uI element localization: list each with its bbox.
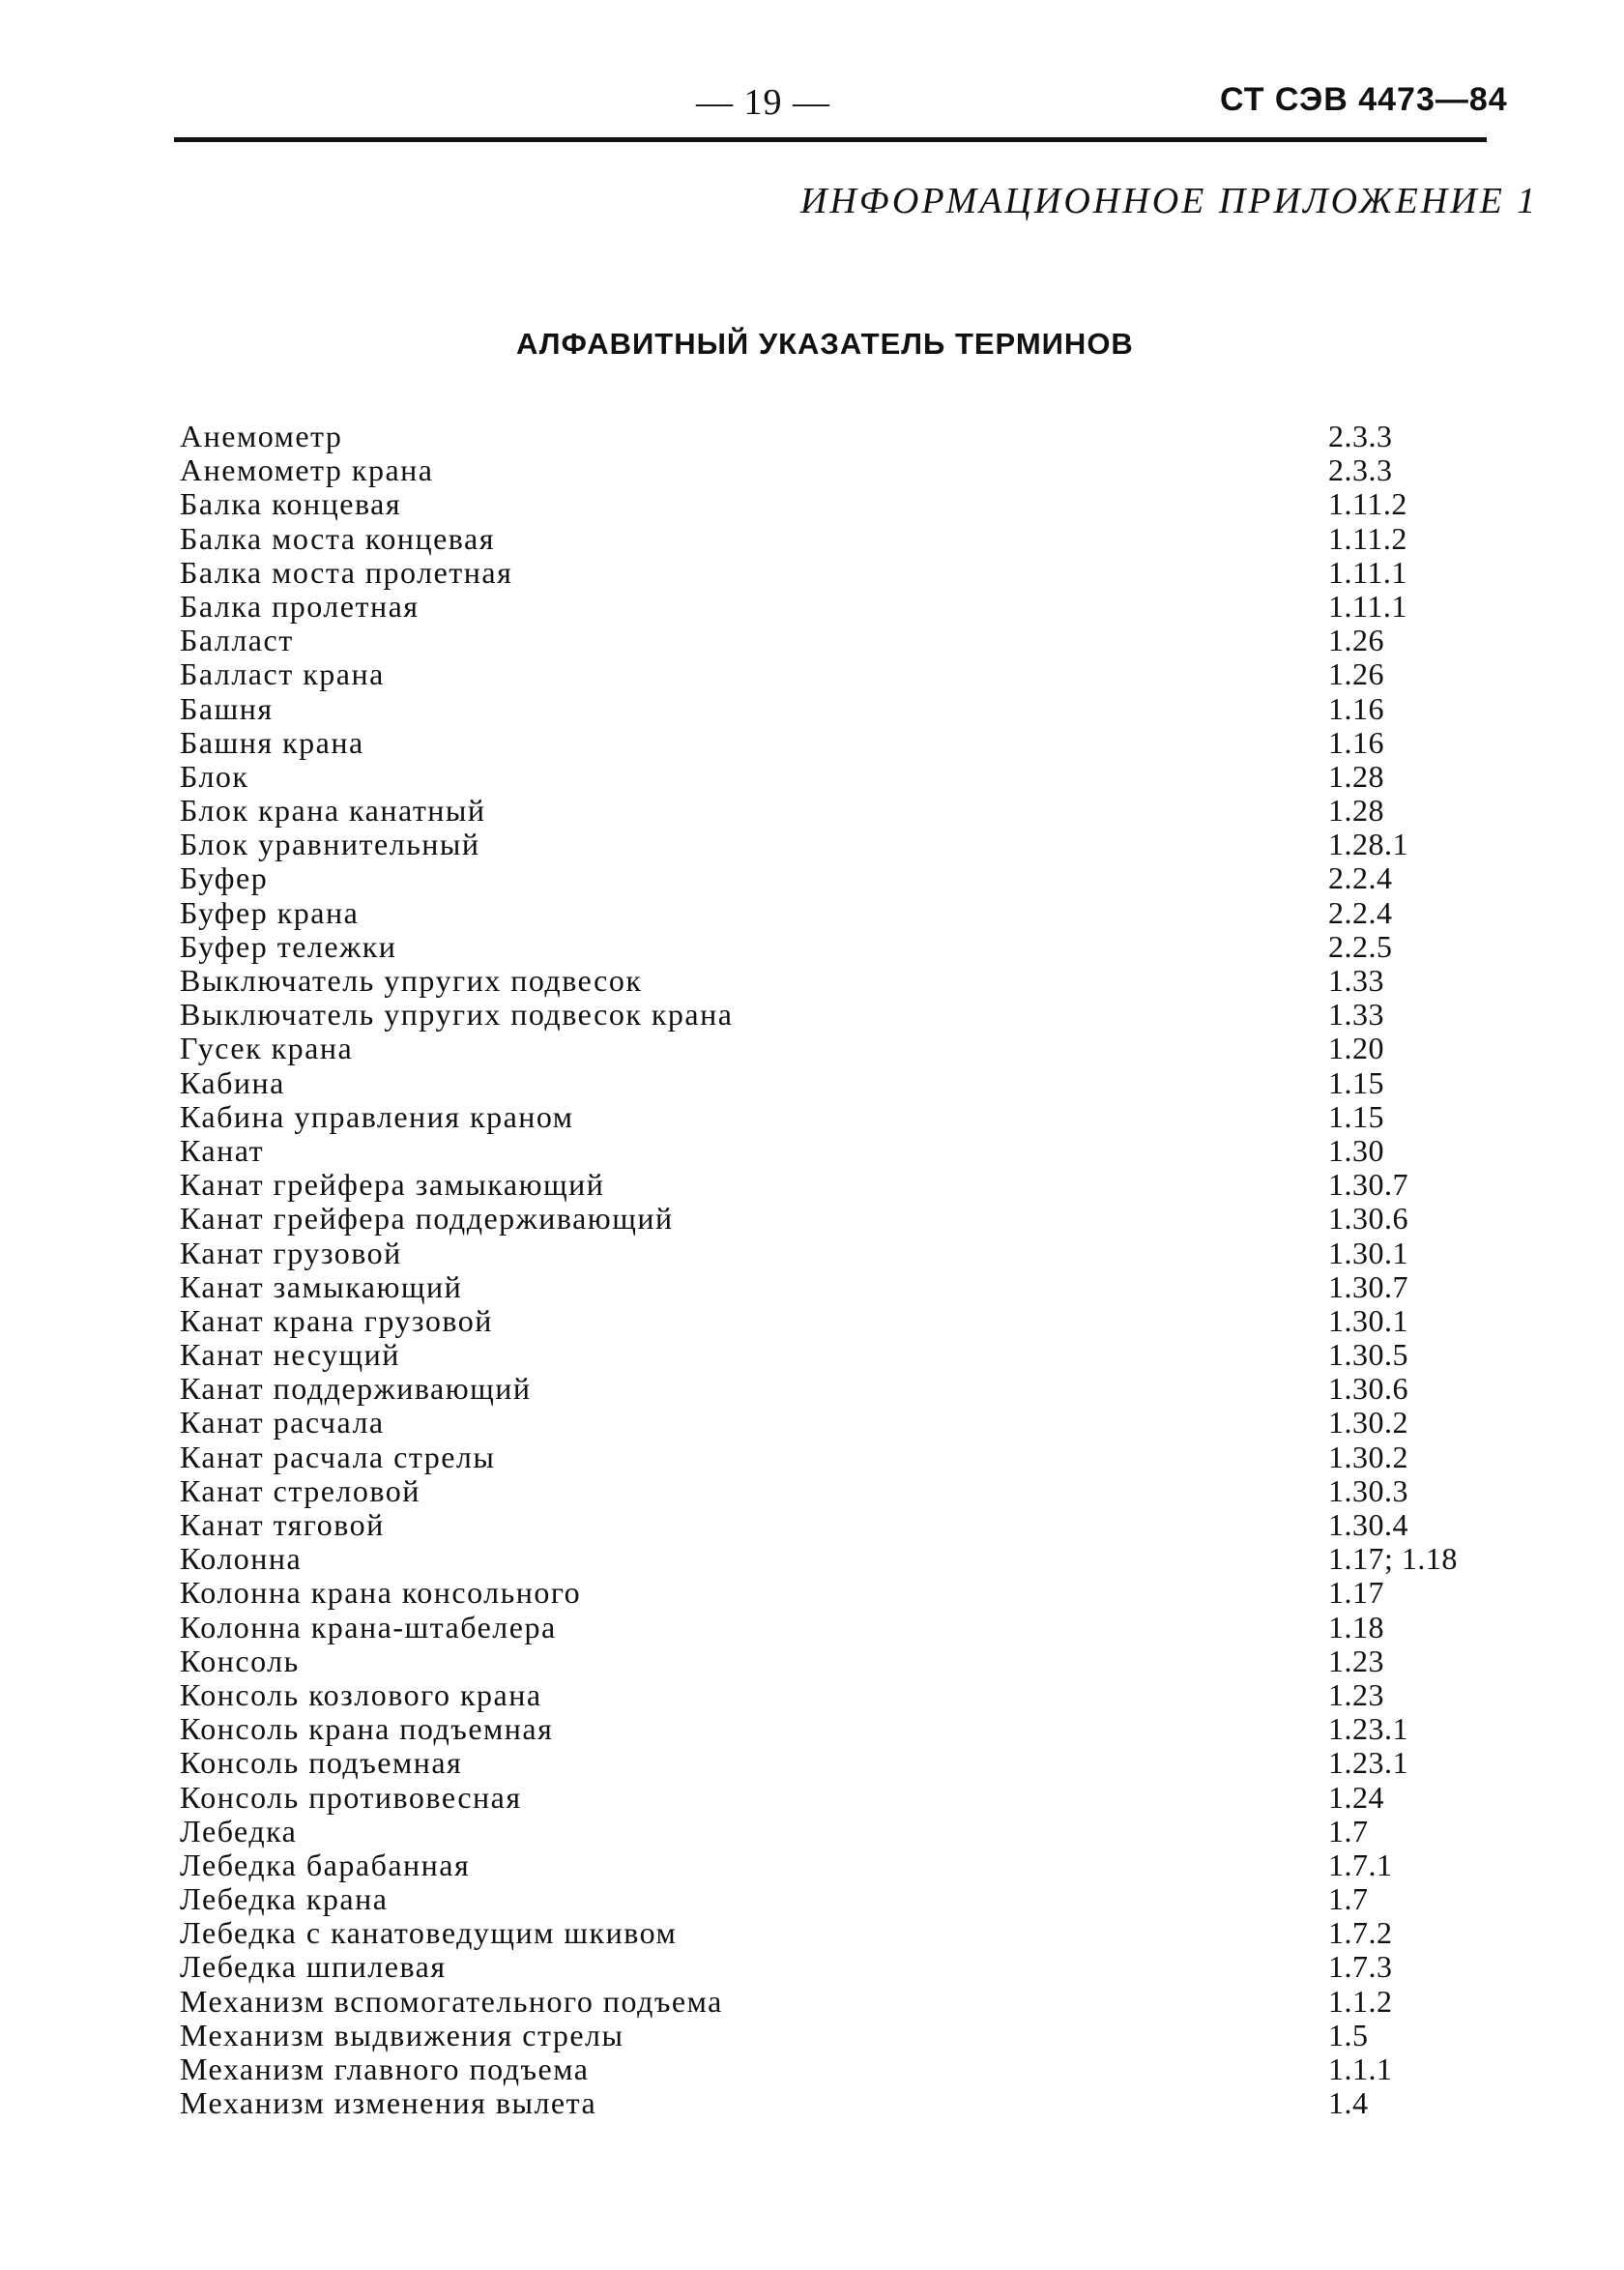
term-row — [180, 896, 1523, 930]
term-reference: 1.26 — [1328, 623, 1384, 658]
term-row — [180, 1815, 1523, 1848]
term-row — [180, 420, 1523, 453]
term-name: Канат замыкающий — [180, 1268, 463, 1304]
term-name: Кабина — [180, 1064, 285, 1100]
term-reference: 1.23.1 — [1328, 1745, 1408, 1781]
term-row — [180, 1441, 1523, 1474]
term-name: Колонна крана-штабелера — [180, 1609, 557, 1644]
term-reference: 1.30.2 — [1328, 1439, 1408, 1474]
term-name: Канат — [180, 1132, 265, 1168]
term-row — [180, 794, 1523, 828]
term-row — [180, 998, 1523, 1032]
term-row — [180, 1678, 1523, 1712]
term-reference: 1.18 — [1328, 1609, 1384, 1644]
term-row — [180, 624, 1523, 657]
term-row — [180, 487, 1523, 521]
term-row — [180, 1134, 1523, 1168]
term-name: Канат крана грузовой — [180, 1302, 493, 1338]
term-row — [180, 828, 1523, 861]
term-row — [180, 964, 1523, 998]
term-reference: 1.28 — [1328, 758, 1384, 794]
term-row — [180, 930, 1523, 964]
term-reference: 1.23 — [1328, 1676, 1384, 1712]
term-name: Колонна крана консольного — [180, 1575, 582, 1611]
term-row — [180, 1848, 1523, 1882]
term-row — [180, 1100, 1523, 1134]
term-name: Гусек крана — [180, 1031, 354, 1066]
term-row — [180, 2019, 1523, 2052]
term-name: Канат грузовой — [180, 1235, 402, 1270]
term-name: Балласт — [180, 623, 294, 658]
term-reference: 1.11.1 — [1328, 588, 1407, 624]
term-name: Консоль подъемная — [180, 1745, 463, 1781]
term-reference: 2.2.4 — [1328, 894, 1393, 930]
term-reference: 1.16 — [1328, 690, 1384, 726]
term-name: Колонна — [180, 1541, 303, 1577]
term-name: Механизм выдвижения стрелы — [180, 2017, 624, 2052]
term-reference: 2.3.3 — [1328, 419, 1393, 453]
term-name: Выключатель упругих подвесок — [180, 963, 643, 998]
term-row — [180, 657, 1523, 691]
term-reference: 1.1.2 — [1328, 1983, 1393, 2019]
term-reference: 1.28.1 — [1328, 827, 1408, 862]
term-name: Механизм главного подъема — [180, 2052, 590, 2086]
term-reference: 1.1.1 — [1328, 2052, 1393, 2086]
document-code: СТ СЭВ 4473—84 — [1220, 81, 1508, 118]
term-reference: 1.7 — [1328, 1881, 1369, 1917]
term-name: Анемометр крана — [180, 452, 434, 488]
term-name: Механизм вспомогательного подъема — [180, 1983, 723, 2019]
term-row — [180, 1270, 1523, 1304]
term-reference: 1.15 — [1328, 1064, 1384, 1100]
term-row — [180, 726, 1523, 760]
term-name: Канат грейфера замыкающий — [180, 1167, 605, 1203]
term-row — [180, 1066, 1523, 1100]
term-row — [180, 1168, 1523, 1202]
term-name: Блок крана канатный — [180, 793, 486, 829]
term-reference: 1.11.1 — [1328, 554, 1407, 590]
term-name: Балка моста пролетная — [180, 554, 513, 590]
term-reference: 1.23 — [1328, 1643, 1384, 1678]
term-row — [180, 861, 1523, 895]
term-reference: 1.30.6 — [1328, 1371, 1408, 1407]
term-reference: 1.24 — [1328, 1779, 1384, 1815]
term-row — [180, 1304, 1523, 1338]
term-reference: 1.30.1 — [1328, 1235, 1408, 1270]
term-name: Канат расчала — [180, 1405, 385, 1441]
term-reference: 1.33 — [1328, 963, 1384, 998]
term-reference: 1.15 — [1328, 1098, 1384, 1134]
term-row — [180, 1916, 1523, 1950]
term-name: Канат тяговой — [180, 1507, 385, 1542]
term-reference: 2.2.5 — [1328, 928, 1393, 964]
term-name: Кабина управления краном — [180, 1098, 574, 1134]
term-reference: 1.30.2 — [1328, 1405, 1408, 1441]
appendix-label: ИНФОРМАЦИОННОЕ ПРИЛОЖЕНИЕ 1 — [800, 181, 1539, 221]
term-reference: 1.30 — [1328, 1132, 1384, 1168]
term-name: Балка концевая — [180, 486, 402, 522]
term-row — [180, 1985, 1523, 2019]
term-reference: 1.17 — [1328, 1575, 1384, 1611]
term-name: Буфер тележки — [180, 928, 397, 964]
term-reference: 1.5 — [1328, 2017, 1369, 2052]
term-reference: 1.16 — [1328, 724, 1384, 760]
term-row — [180, 1781, 1523, 1815]
term-name: Лебедка с канатоведущим шкивом — [180, 1915, 678, 1951]
term-name: Канат стреловой — [180, 1472, 420, 1508]
term-row — [180, 556, 1523, 590]
term-row — [180, 1882, 1523, 1916]
term-row — [180, 1508, 1523, 1542]
term-reference: 1.11.2 — [1328, 520, 1407, 556]
term-reference: 1.7.1 — [1328, 1847, 1393, 1882]
term-row — [180, 1338, 1523, 1372]
term-index-list — [180, 420, 1523, 2120]
term-row — [180, 453, 1523, 487]
term-reference: 1.30.7 — [1328, 1268, 1408, 1304]
term-reference: 1.30.7 — [1328, 1167, 1408, 1203]
term-reference: 1.30.5 — [1328, 1337, 1408, 1373]
term-row — [180, 1474, 1523, 1508]
term-row — [180, 1032, 1523, 1065]
term-reference: 1.17; 1.18 — [1328, 1541, 1458, 1577]
term-row — [180, 1611, 1523, 1644]
term-reference: 1.26 — [1328, 656, 1384, 692]
term-name: Консоль противовесная — [180, 1779, 522, 1815]
term-name: Канат несущий — [180, 1337, 400, 1373]
term-name: Канат грейфера поддерживающий — [180, 1201, 674, 1237]
term-row — [180, 2052, 1523, 2086]
term-reference: 1.4 — [1328, 2085, 1369, 2121]
term-name: Выключатель упругих подвесок крана — [180, 997, 734, 1033]
term-name: Балка пролетная — [180, 588, 420, 624]
index-title: АЛФАВИТНЫЙ УКАЗАТЕЛЬ ТЕРМИНОВ — [516, 327, 1134, 361]
term-row — [180, 1644, 1523, 1678]
term-name: Балласт крана — [180, 656, 385, 692]
term-reference: 1.23.1 — [1328, 1711, 1408, 1747]
term-name: Блок уравнительный — [180, 827, 480, 862]
term-reference: 1.33 — [1328, 997, 1384, 1033]
term-reference: 1.30.3 — [1328, 1472, 1408, 1508]
term-name: Канат расчала стрелы — [180, 1439, 496, 1474]
term-name: Буфер крана — [180, 894, 360, 930]
term-name: Канат поддерживающий — [180, 1371, 532, 1407]
term-name: Консоль козлового крана — [180, 1676, 542, 1712]
term-row — [180, 692, 1523, 726]
header-rule — [174, 137, 1487, 142]
term-name: Башня крана — [180, 724, 364, 760]
term-row — [180, 760, 1523, 794]
term-name: Блок — [180, 758, 249, 794]
term-name: Балка моста концевая — [180, 520, 495, 556]
term-name: Лебедка крана — [180, 1881, 389, 1917]
term-row — [180, 1237, 1523, 1270]
term-reference: 2.3.3 — [1328, 452, 1393, 488]
term-name: Башня — [180, 690, 274, 726]
term-name: Консоль — [180, 1643, 300, 1678]
term-reference: 1.20 — [1328, 1031, 1384, 1066]
term-row — [180, 1746, 1523, 1780]
term-name: Консоль крана подъемная — [180, 1711, 554, 1747]
term-reference: 1.30.4 — [1328, 1507, 1408, 1542]
term-row — [180, 2086, 1523, 2120]
term-reference: 2.2.4 — [1328, 860, 1393, 896]
term-row — [180, 1372, 1523, 1406]
term-name: Механизм изменения вылета — [180, 2085, 597, 2121]
term-reference: 1.28 — [1328, 793, 1384, 829]
term-row — [180, 1576, 1523, 1610]
term-row — [180, 1950, 1523, 1984]
term-name: Лебедка шпилевая — [180, 1949, 447, 1985]
term-row — [180, 590, 1523, 624]
term-reference: 1.7.3 — [1328, 1949, 1393, 1985]
term-reference: 1.11.2 — [1328, 486, 1407, 522]
term-row — [180, 1202, 1523, 1236]
term-name: Буфер — [180, 860, 269, 896]
term-reference: 1.7 — [1328, 1813, 1369, 1848]
term-row — [180, 1542, 1523, 1576]
term-reference: 1.30.6 — [1328, 1201, 1408, 1237]
page-number: — 19 — — [696, 82, 830, 123]
term-name: Лебедка барабанная — [180, 1847, 471, 1882]
term-reference: 1.30.1 — [1328, 1302, 1408, 1338]
term-name: Лебедка — [180, 1813, 298, 1848]
term-name: Анемометр — [180, 419, 343, 453]
term-row — [180, 522, 1523, 556]
term-row — [180, 1406, 1523, 1440]
term-reference: 1.7.2 — [1328, 1915, 1393, 1951]
term-row — [180, 1712, 1523, 1746]
